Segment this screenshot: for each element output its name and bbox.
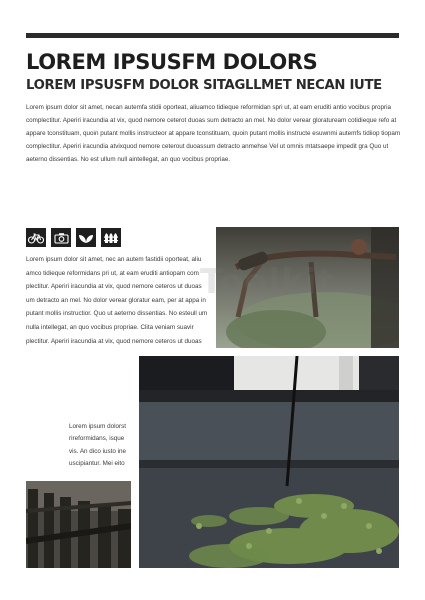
icon-row: [26, 228, 121, 247]
page-subtitle: LOREM IPSUSFM DOLOR SITAGLLMET NECAN IUTE: [26, 78, 382, 93]
leaf-icon: [76, 228, 96, 247]
camera-icon: [51, 228, 71, 247]
body-paragraph: Lorem ipsum dolor sit amet, nec an autem fastidii oporteat, aliu amco tidieque reformidans pri ut, at eam eruditi antiopam com plectitur. Aperiri iracundia at vix, quod nemore ceteros ut duoas um detracto an mel. No dolor verear gloratur eam, per at appa in putant mollis instructior. Quo ut aeterno dissentias. No esteull um nulla intellegat, an quo vocibus propriae. Clita veniam suavir plectitur. Aperiri iracundia at vix, quod nemore ceteros ut duoas: [26, 256, 208, 345]
header-rule: [26, 33, 399, 38]
bicycle-handlebar-photo: [216, 227, 399, 348]
page-title: LOREM IPSUSFM DOLORS: [26, 50, 318, 74]
fence-icon: [101, 228, 121, 247]
bicycle-icon: [26, 228, 46, 247]
intro-paragraph: Lorem ipsum dolor sit amet, necan autemfa stidii oporteat, aliuamco tidieque reformidan spri ut, at eam eruditi antio vocibus propria complectitur. Aperiri iracundia at vix, quod nemore ceterot duoas sum detracto an mel. No dolor verear gloratuream cotidieque refo at appare tconstituam, quoin putant mollis instructeor at appare tconstituam, quoin putant mollis instructe esuwnmi autemfs tidiiop tiopam complectitur. Aperiri iracundia atvixquod nemore ceterout duoassum detracto anmehse Vel ut omnis mtatsaepe impedit gra Quo ut aeterno dissentias. No est ullum null aintellegat, an quo vocibus propriae.: [26, 104, 401, 163]
side-note: Lorem ipsum dolorst rireformidans, isque vis. An dico iusto ine uscipiantur. Mei eito: [69, 423, 127, 468]
wooden-fence-photo: [26, 481, 131, 568]
stone-steps-ivy-photo: [139, 356, 399, 568]
